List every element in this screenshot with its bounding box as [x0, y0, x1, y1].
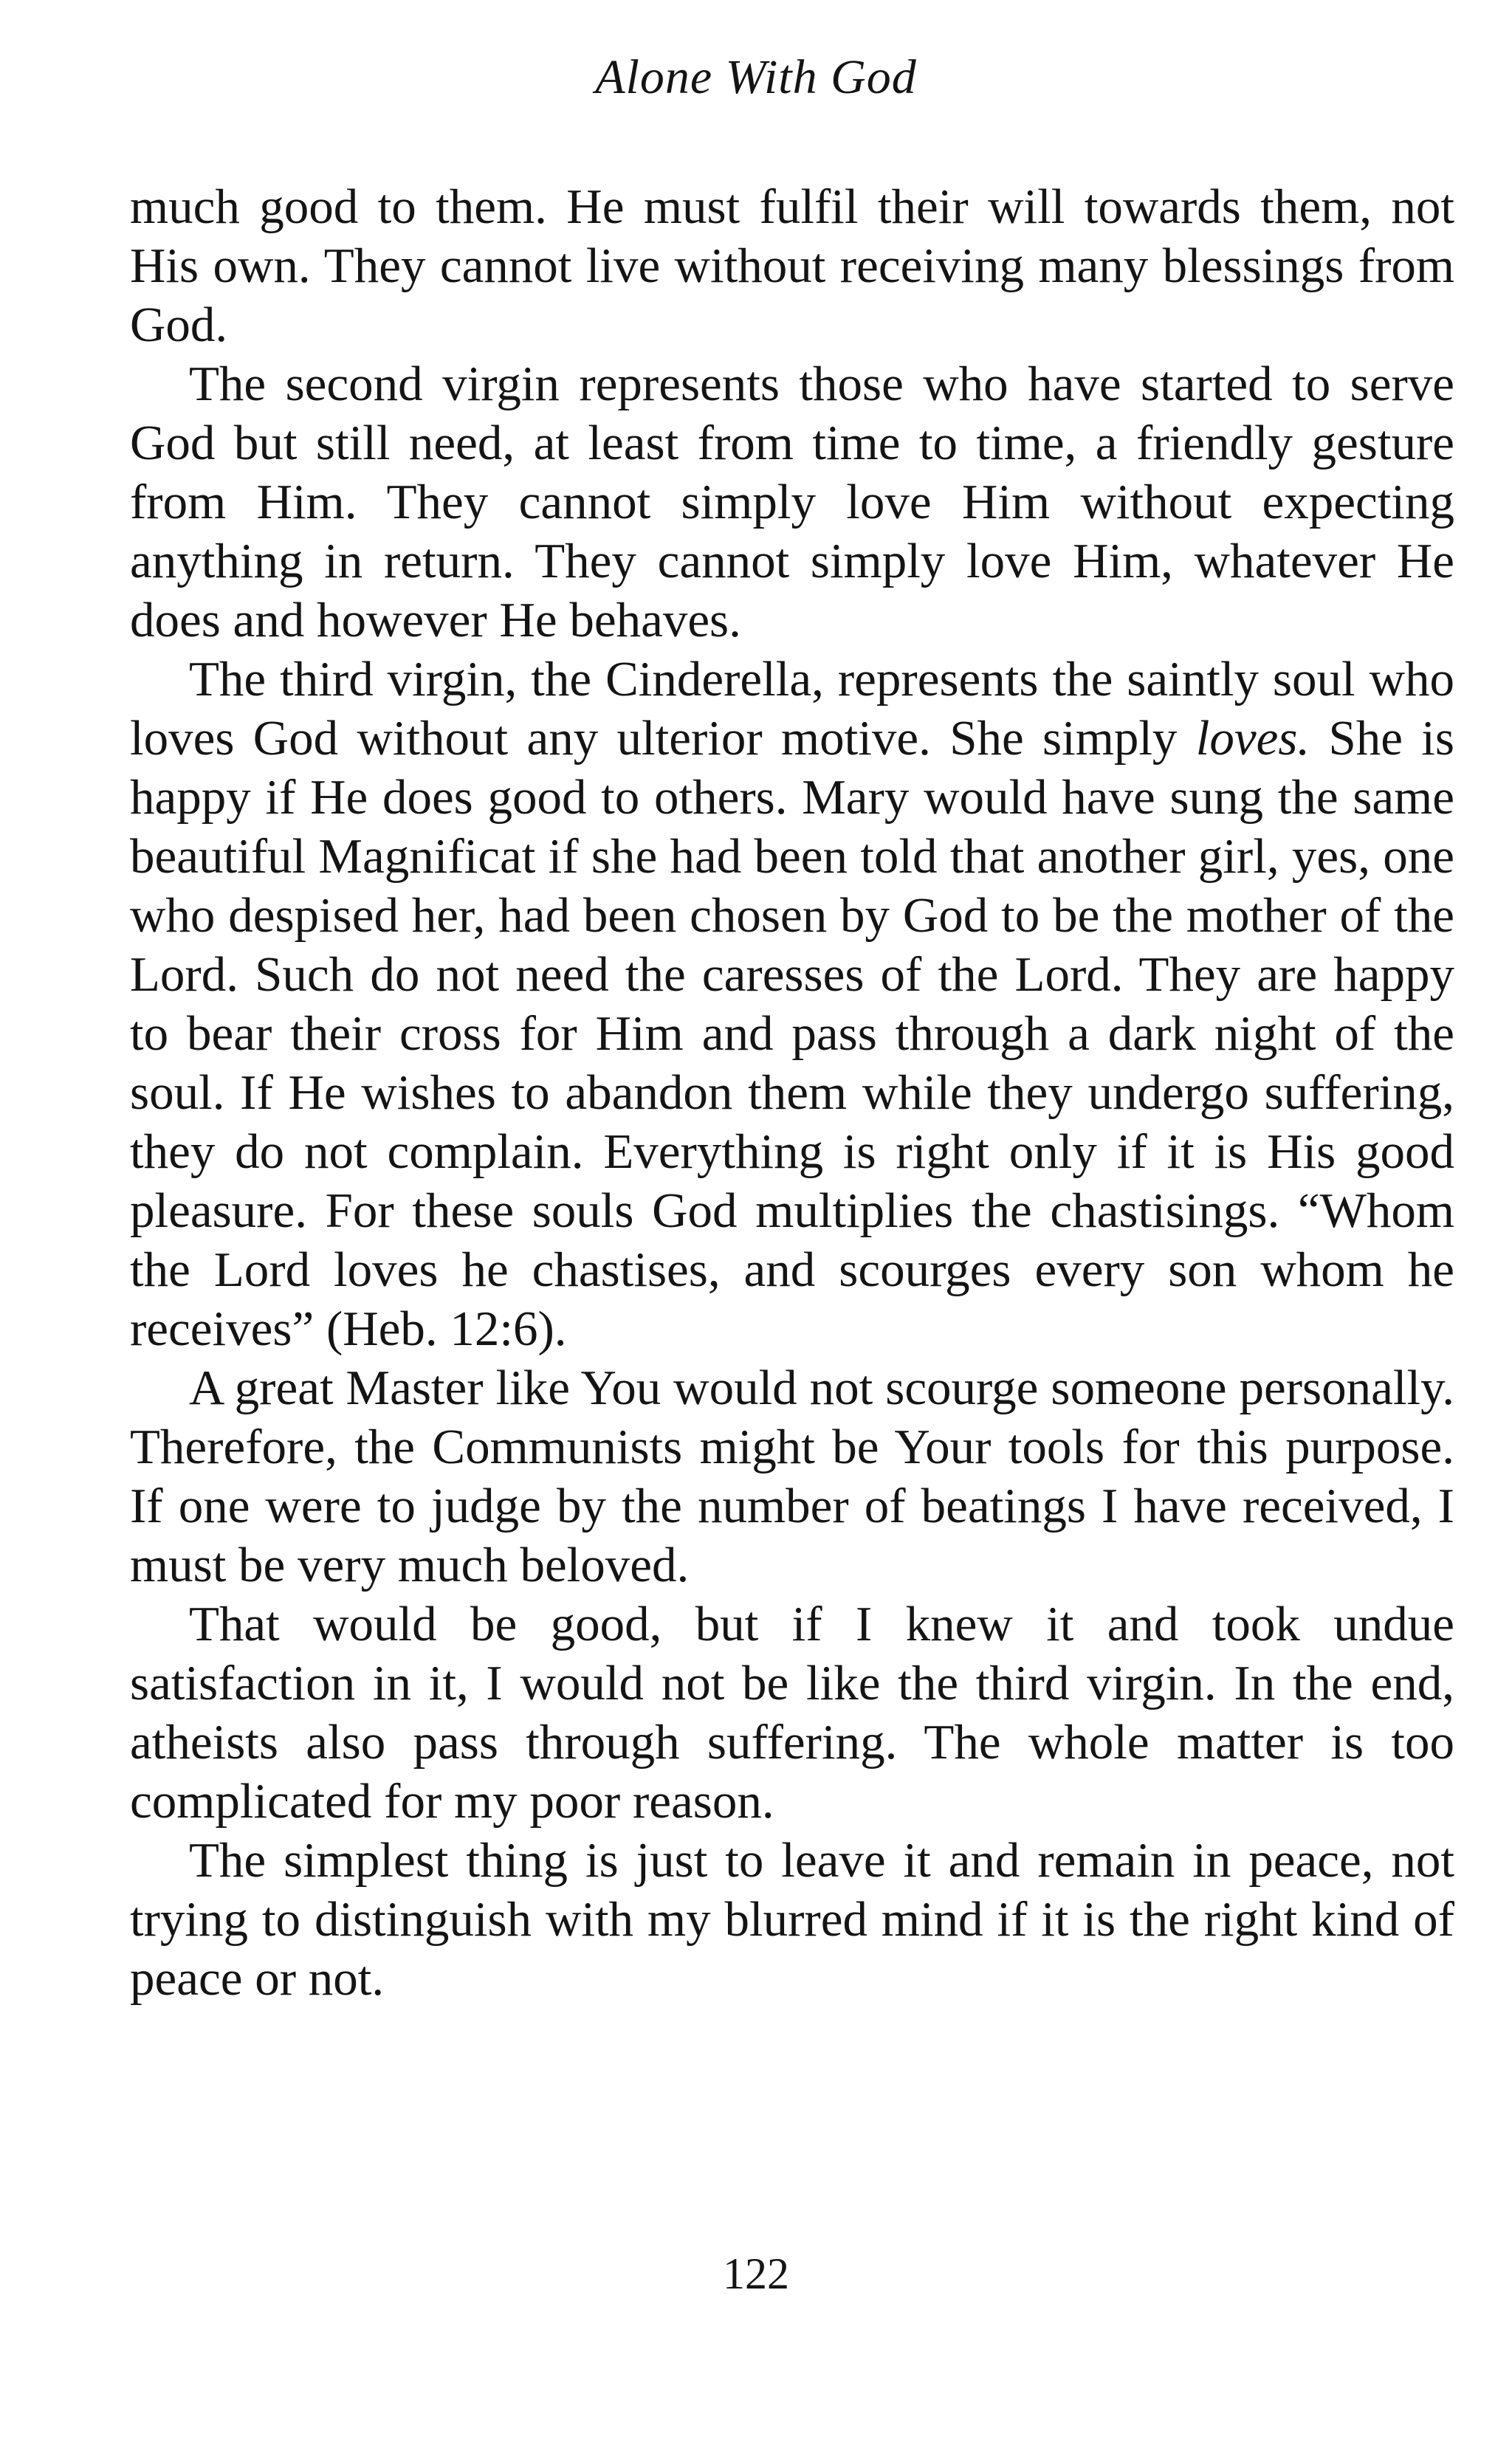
- paragraph-text: She is happy if He does good to others. Mary would have sung the same beautiful Magnificat if she had been told that another girl, yes, one who despised her, had been chosen by God to be the mother of the Lord. Such do not need the caresses of the Lord. They are happy to bear their cross for Him and pass through a dark night of the soul. If He wishes to abandon them while they undergo suffering, they do not complain. Everything is right only if it is His good pleasure. For these souls God multiplies the chastisings. “Whom the Lord loves he chastises, and scourges every son whom he receives” (Heb. 12:6).: [130, 711, 1454, 1356]
- paragraph: The second virgin represents those who have started to serve God but still need, at least from time to time, a friendly gesture from Him. They cannot simply love Him without expecting anything in return. They cannot simply love Him, whatever He does and however He behaves.: [130, 357, 1454, 647]
- emphasized-word: loves.: [1195, 711, 1310, 766]
- paragraph: The simplest thing is just to leave it and remain in peace, not trying to distinguish with my blurred mind if it is the right kind of peace or not.: [130, 1833, 1454, 2006]
- paragraph: much good to them. He must fulfil their will towards them, not His own. They cannot live without receiving many blessings from God.: [130, 179, 1454, 352]
- running-header: Alone With God: [595, 50, 917, 104]
- page-number: 122: [723, 2249, 789, 2298]
- paragraph: That would be good, but if I knew it and took undue satisfaction in it, I would not be like the third virgin. In the end, atheists also pass through suffering. The whole matter is too complicated for my poor reason.: [130, 1597, 1454, 1829]
- paragraph: A great Master like You would not scourge someone personally. Therefore, the Communists might be Your tools for this purpose. If one were to judge by the number of beatings I have received, I must be very much beloved.: [130, 1361, 1454, 1592]
- body-text: [130, 177, 1454, 2008]
- paragraph-text: The third virgin, the Cinderella, represents the saintly soul who loves God without any ulterior motive. She simply: [130, 652, 1454, 766]
- paragraph: [130, 650, 1454, 1358]
